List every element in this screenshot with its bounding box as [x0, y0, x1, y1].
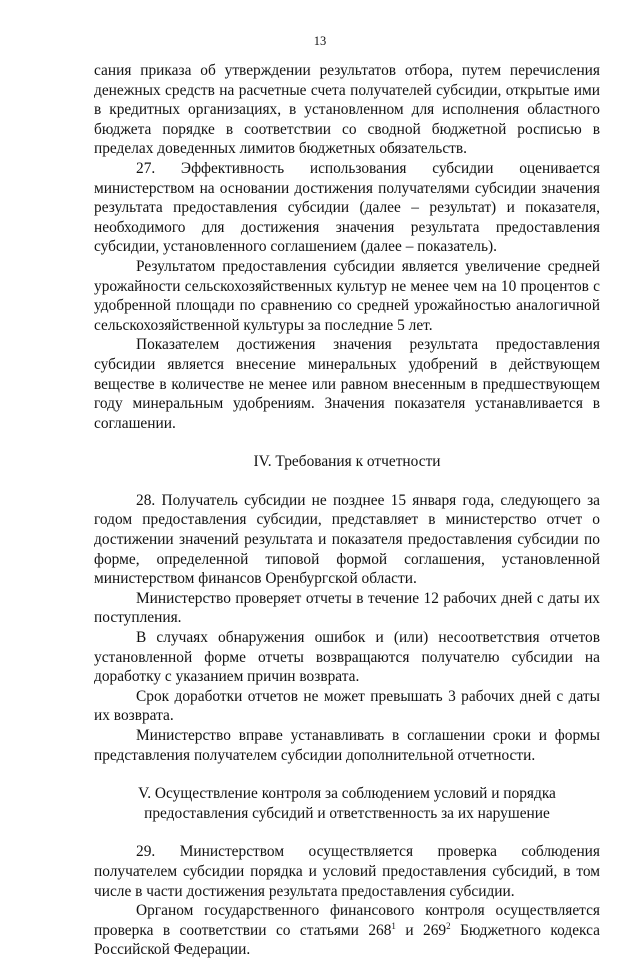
document-body — [94, 61, 600, 960]
section-5-heading-line-1: V. Осуществление контроля за соблюдением условий и порядка — [138, 785, 556, 803]
page-number: 13 — [313, 34, 327, 48]
paragraph-28-errors: В случаях обнаружения ошибок и (или) несоответствия отчетов установленной форме отчеты возвращаются получателю субсидии на доработку с указанием причин возврата. — [94, 629, 600, 686]
paragraph-continuation: сания приказа об утверждении результатов отбора, путем перечисления денежных средств на расчетные счета получателей субсидии, открытые ими в кредитных организациях, в установленном для исполнения областного бюджета порядке в соответствии со сводной бюджетной росписью в пределах доведенных лимитов бюджетных обязательств. — [94, 62, 600, 158]
paragraph-27-indicator: Показателем достижения значения результата предоставления субсидии является внесение минеральных удобрений в действующем веществе в количестве не менее или равном внесенным в предшествующем году минеральным удобрениям. Значения показателя устанавливается в соглашении. — [94, 336, 600, 432]
paragraph-27: 27. Эффективность использования субсидии оценивается министерством на основании достижения получателями субсидии значения результата предоставления субсидии (далее – результат) и показателя, необходимого для достижения значения результата предоставления субсидии, установленного соглашением (далее – показатель). — [94, 159, 600, 256]
paragraph-29-control-end: Бюджетного кодекса Российской Федерации. — [94, 921, 600, 959]
paragraph-28: 28. Получатель субсидии не позднее 15 января года, следующего за годом предоставления субсидии, представляет в министерство отчет о достижении значений результата и показателя предоставления субсидии по форме, определенной типовой формой соглашения, установленной министерством финансов Оренбургской области. — [94, 491, 600, 588]
paragraph-29: 29. Министерством осуществляется проверка соблюдения получателем субсидии порядка и условий предоставления субсидий, в том числе в части достижения результата предоставления субсидии. — [94, 843, 600, 900]
section-5-heading — [94, 784, 600, 823]
paragraph-29-control — [94, 901, 600, 960]
paragraph-27-result: Результатом предоставления субсидии является увеличение средней урожайности сельскохозяйственных культур не менее чем на 10 процентов с удобренной площади по сравнению со средней урожайностью аналогичной сельскохозяйственной культуры за последние 5 лет. — [94, 257, 600, 334]
paragraph-29-control-mid: и 269 — [395, 921, 447, 939]
paragraph-29-control-start: Органом государственного финансового контроля осуществляется проверка в соответствии со статьями 268 — [94, 902, 600, 939]
section-5-heading-line-2: предоставления субсидий и ответственность за их нарушение — [144, 804, 550, 822]
paragraph-28-term: Срок доработки отчетов не может превышать 3 рабочих дней с даты их возврата. — [94, 687, 600, 725]
paragraph-28-extra: Министерство вправе устанавливать в соглашении сроки и формы представления получателем субсидии дополнительной отчетности. — [94, 727, 600, 764]
section-4-heading: IV. Требования к отчетности — [253, 453, 441, 471]
article-268-superscript: 1 — [391, 920, 396, 931]
article-269-superscript: 2 — [446, 920, 451, 931]
paragraph-28-check: Министерство проверяет отчеты в течение 12 рабочих дней с даты их поступления. — [94, 589, 600, 627]
